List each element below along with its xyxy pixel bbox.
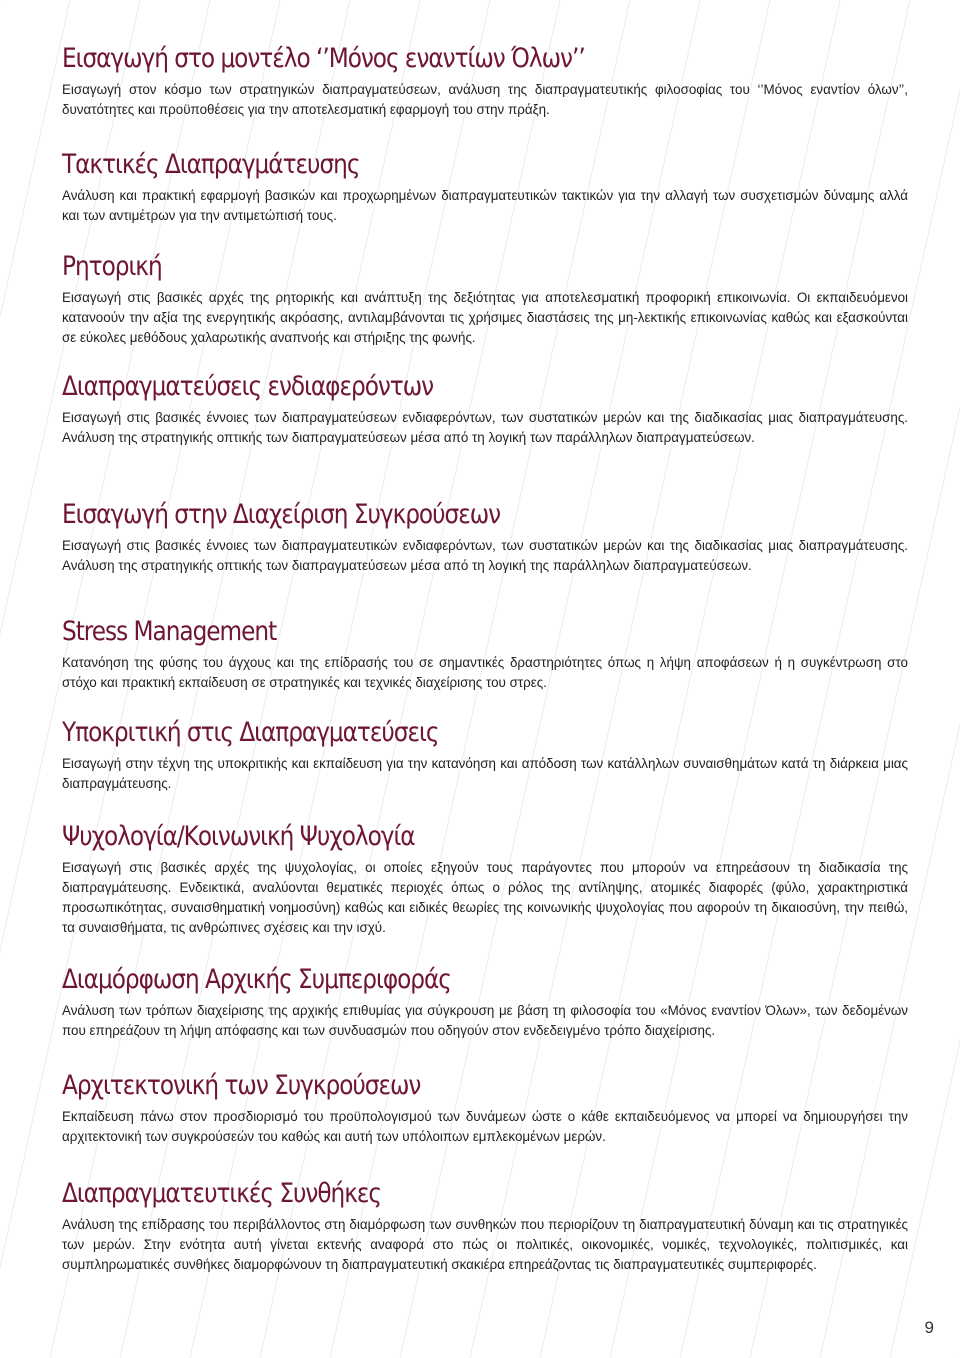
section-initial-behavior xyxy=(62,963,908,1041)
section-psychology xyxy=(62,820,908,938)
section-title: Ρητορική xyxy=(62,251,162,282)
section-text: Εισαγωγή στις βασικές έννοιες των διαπραγματεύσεων ενδιαφερόντων, των συστατικών μερών και της διαδικασίας μιας διαπραγμάτευσης. Ανάλυση της στρατηγικής οπτικής των διαπραγματεύσεων μέσα από τη λογική των παράλληλων διαπραγματεύσεων. xyxy=(62,410,908,445)
section-text: Εισαγωγή στον κόσμο των στρατηγικών διαπραγματεύσεων, ανάλυση της διαπραγματευτικής φιλοσοφίας του ‘’Μόνος εναντίον όλων’’, δυνατότητες και προϋποθέσεις για την αποτελεσματική εφαρμογή του στην πράξη. xyxy=(62,82,908,117)
section-title: Διαμόρφωση Αρχικής Συμπεριφοράς xyxy=(62,964,451,995)
section-rhetoric xyxy=(62,250,908,348)
section-conflict-architecture xyxy=(62,1069,908,1147)
section-title: Αρχιτεκτονική των Συγκρούσεων xyxy=(62,1070,421,1101)
section-title: Εισαγωγή στο μοντέλο ‘’Μόνος εναντίων Όλων’’ xyxy=(62,43,585,74)
section-negotiation-tactics xyxy=(62,148,908,226)
page-number: 9 xyxy=(924,1318,934,1337)
section-title: Ψυχολογία/Κοινωνική Ψυχολογία xyxy=(62,821,415,852)
section-acting-in-negotiations xyxy=(62,716,908,794)
section-title: Εισαγωγή στην Διαχείριση Συγκρούσεων xyxy=(62,499,501,530)
section-conflict-management xyxy=(62,498,908,576)
section-title: Διαπραγματευτικές Συνθήκες xyxy=(62,1178,381,1209)
section-title: Διαπραγματεύσεις ενδιαφερόντων xyxy=(62,371,434,402)
section-title: Υποκριτική στις Διαπραγματεύσεις xyxy=(62,717,439,748)
section-interest-negotiations xyxy=(62,370,908,448)
section-text: Ανάλυση της επίδρασης του περιβάλλοντος στη διαμόρφωση των συνθηκών που περιορίζουν τη διαπραγματευτική δύναμη και τις στρατηγικές των μερών. Στην ενότητα αυτή γίνεται εκτενής αναφορά στο πώς οι πολιτικές, οικονομικές, νομικές, τεχνολογικές, πολιτισμικές, και συμπληρωματικές συνθήκες διαμορφώνουν τη διαπραγματευτική σκακιέρα επηρεάζοντας τις διαπραγματευτικές συμπεριφορές. xyxy=(62,1217,908,1272)
section-text: Ανάλυση και πρακτική εφαρμογή βασικών και προχωρημένων διαπραγματευτικών τακτικών για την αλλαγή των συσχετισμών δύναμης αλλά και των αντιμέτρων για την αντιμετώπισή τους. xyxy=(62,188,908,223)
section-text: Εισαγωγή στις βασικές αρχές της ψυχολογίας, οι οποίες εξηγούν τους παράγοντες που μπορούν να επηρεάσουν τη διαδικασία της διαπραγμάτευσης. Ενδεικτικά, αναλύονται θεματικές περιοχές όπως ο ρόλος της αντίληψης, ατομικές διαφορές (φύλο, χαρακτηριστικά προσωπικότητας, συναισθηματική νοημοσύνη) καθώς και ειδικές θεωρίες της κοινωνικής ψυχολογίας που αφορούν τη δικαιοσύνη, την πειθώ, τα συναισθήματα, τις ανθρώπινες σχέσεις και την ισχύ. xyxy=(62,860,908,935)
section-text: Εκπαίδευση πάνω στον προσδιορισμό του προϋπολογισμού των δυνάμεων ώστε ο κάθε εκπαιδευόμενος να μπορεί να δημιουργήσει την αρχιτεκτονική των συγκρούσεών του καθώς και αυτή των υπόλοιπων εμπλεκομένων μερών. xyxy=(62,1109,908,1144)
section-title: Stress Management xyxy=(62,616,277,647)
section-text: Εισαγωγή στις βασικές έννοιες των διαπραγματευτικών ενδιαφερόντων, των συστατικών μερών και της διαδικασίας μιας διαπραγμάτευσης. Ανάλυση της στρατηγικής οπτικής των διαπραγματεύσεων μέσα από τη λογική της παράλληλων διαπραγματεύσεων. xyxy=(62,538,908,573)
section-title: Τακτικές Διαπραγμάτευσης xyxy=(62,149,360,180)
section-intro-model xyxy=(62,42,908,120)
section-negotiation-conditions xyxy=(62,1177,908,1275)
section-text: Ανάλυση των τρόπων διαχείρισης της αρχικής επιθυμίας για σύγκρουση με βάση τη φιλοσοφία του «Μόνος εναντίον Όλων», των δεδομένων που επηρεάζουν τη λήψη απόφασης και των συνδυασμών που οδηγούν στον ενδεδειγμένο τρόπο διαχείρισης. xyxy=(62,1003,908,1038)
section-text: Εισαγωγή στις βασικές αρχές της ρητορικής και ανάπτυξη της δεξιότητας για αποτελεσματική προφορική επικοινωνία. Οι εκπαιδευόμενοι κατανοούν την αξία της ενεργητικής ακρόασης, αντιλαμβάνονται τις χρήσιμες διαστάσεις της μη-λεκτικής επικοινωνίας καθώς και εξασκούνται σε εύκολες μεθόδους χαλαρωτικής αναπνοής και στήριξης της φωνής. xyxy=(62,290,908,345)
section-text: Εισαγωγή στην τέχνη της υποκριτικής και εκπαίδευση για την κατανόηση και απόδοση των κατάλληλων συναισθημάτων κατά τη διάρκεια μιας διαπραγμάτευσης. xyxy=(62,756,908,791)
section-stress-management xyxy=(62,615,908,693)
section-text: Κατανόηση της φύσης του άγχους και της επίδρασής του σε σημαντικές δραστηριότητες όπως η λήψη αποφάσεων ή η συγκέντρωση στο στόχο και πρακτική εκπαίδευση σε στρατηγικές και τεχνικές διαχείρισης του στρες. xyxy=(62,655,908,690)
